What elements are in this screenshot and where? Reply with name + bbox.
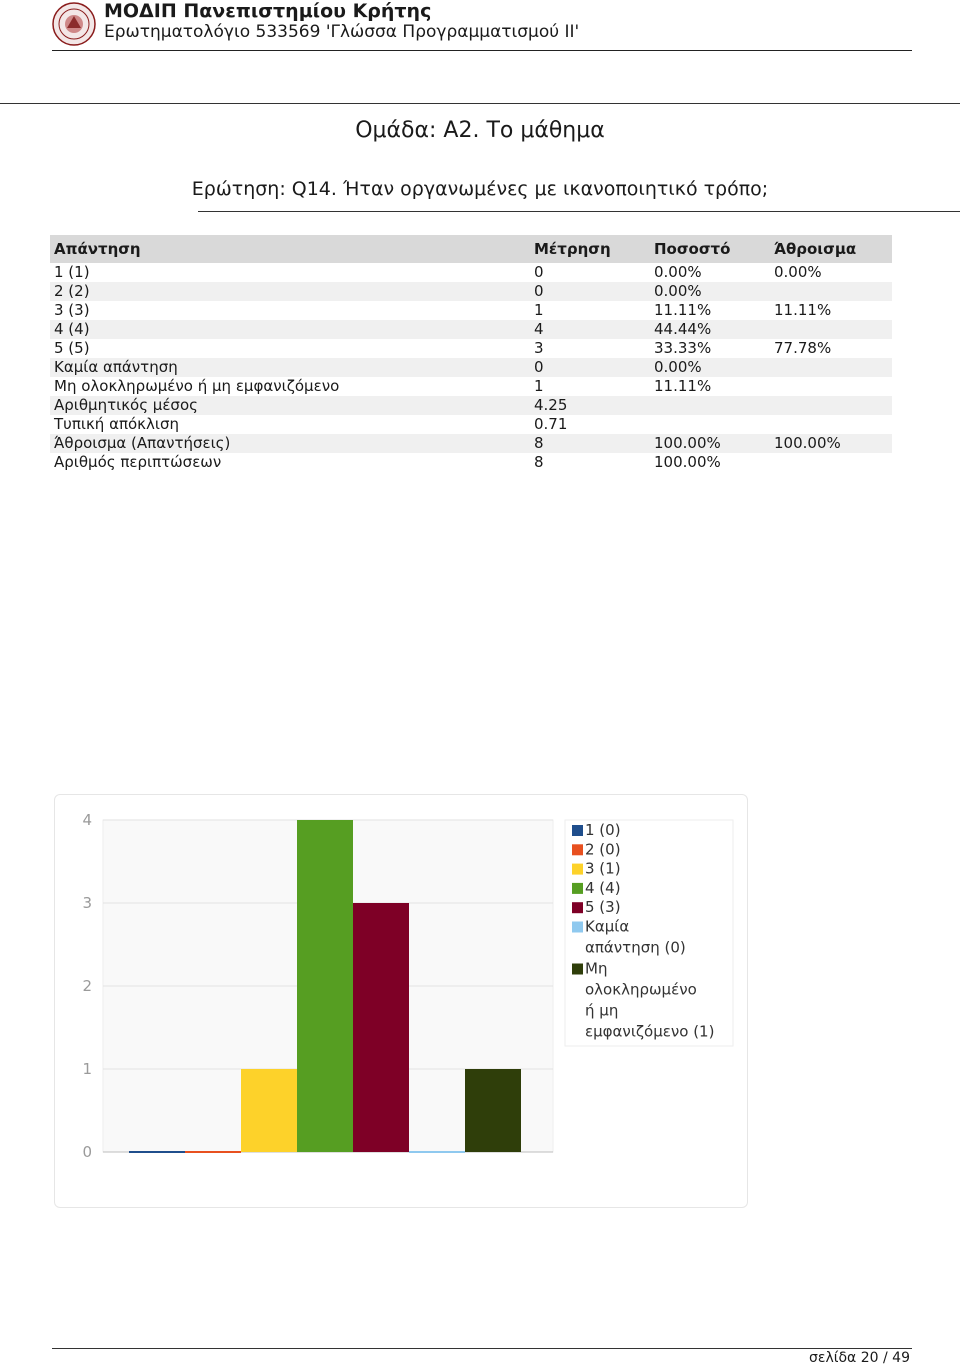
cell-count: 8 xyxy=(530,434,650,453)
table-row xyxy=(50,282,892,301)
y-tick-label: 1 xyxy=(82,1060,92,1078)
cell-percent: 0.00% xyxy=(654,263,702,281)
cell-answer: Μη ολοκληρωμένο ή μη εμφανιζόμενο xyxy=(54,377,340,395)
cell-answer: 1 (1) xyxy=(54,263,90,281)
legend-swatch xyxy=(572,864,583,875)
bar xyxy=(241,1069,297,1152)
header-title: ΜΟΔΙΠ Πανεπιστημίου Κρήτης xyxy=(104,0,432,22)
cell-count: 0 xyxy=(530,358,650,377)
cell-count: 4.25 xyxy=(530,396,650,415)
cell-count: 1 xyxy=(534,301,544,319)
page-separator: / xyxy=(883,1350,888,1366)
cell-answer: Αριθμός περιπτώσεων xyxy=(54,453,222,471)
legend-label: 4 (4) xyxy=(585,878,621,897)
cell-percent: 33.33% xyxy=(654,339,712,357)
column-header-answer: Απάντηση xyxy=(50,235,530,263)
header-subtitle: Ερωτηματολόγιο 533569 'Γλώσσα Προγραμματισμού ΙΙ' xyxy=(104,22,580,42)
table-header-row xyxy=(50,235,892,263)
table-row xyxy=(50,434,892,453)
bar xyxy=(465,1069,521,1152)
bar xyxy=(353,903,409,1152)
cell-sum: 77.78% xyxy=(774,339,832,357)
table-row xyxy=(50,301,892,320)
legend-swatch xyxy=(572,883,583,894)
legend-label: Καμία xyxy=(585,917,630,936)
cell-answer: 3 (3) xyxy=(54,301,90,319)
table-row xyxy=(50,263,892,282)
legend-label: εμφανιζόμενο (1) xyxy=(585,1022,715,1041)
cell-percent: 0.00% xyxy=(650,282,770,301)
cell-count: 4 xyxy=(530,320,650,339)
cell-sum xyxy=(770,377,892,396)
cell-sum xyxy=(770,453,892,472)
legend-label: 1 (0) xyxy=(585,821,621,839)
column-header-percent: Ποσοστό xyxy=(650,235,770,263)
cell-count: 1 xyxy=(534,377,544,395)
legend-swatch xyxy=(572,844,583,855)
legend-swatch xyxy=(572,825,583,836)
cell-count: 0 xyxy=(530,282,650,301)
column-header-count: Μέτρηση xyxy=(530,235,650,263)
cell-percent: 100.00% xyxy=(654,453,721,471)
legend-label: 2 (0) xyxy=(585,840,621,859)
question-title: Ερώτηση: Q14. Ήταν οργανωμένες με ικανοποιητικό τρόπο; xyxy=(191,178,769,200)
table-row xyxy=(50,377,892,396)
cell-sum xyxy=(770,320,892,339)
cell-sum: 11.11% xyxy=(774,301,832,319)
cell-sum xyxy=(770,358,892,377)
legend-label: απάντηση (0) xyxy=(585,938,686,957)
bar xyxy=(185,1151,241,1153)
cell-percent: 0.00% xyxy=(650,358,770,377)
bar xyxy=(129,1151,185,1153)
legend-label: 3 (1) xyxy=(585,859,621,878)
chart-panel xyxy=(54,794,748,1208)
bar xyxy=(297,820,353,1152)
y-tick-label: 0 xyxy=(82,1143,92,1161)
table-row xyxy=(50,396,892,415)
legend-swatch xyxy=(572,964,583,975)
legend-label: ή μη xyxy=(585,1001,619,1020)
y-tick-label: 4 xyxy=(82,811,92,829)
page-current: 20 xyxy=(860,1350,879,1366)
divider xyxy=(0,103,960,104)
results-table xyxy=(50,235,892,472)
legend-swatch xyxy=(572,902,583,913)
table-row xyxy=(50,415,892,434)
column-header-sum: Άθροισμα xyxy=(770,235,892,263)
page-label: σελίδα xyxy=(809,1350,857,1366)
legend-label: 5 (3) xyxy=(585,898,621,917)
bar-chart xyxy=(55,795,747,1207)
cell-sum xyxy=(770,282,892,301)
cell-answer: Καμία απάντηση xyxy=(50,358,530,377)
cell-answer: Αριθμητικός μέσος xyxy=(50,396,530,415)
cell-percent: 44.44% xyxy=(650,320,770,339)
footer-divider xyxy=(52,1348,912,1349)
table-row xyxy=(50,358,892,377)
cell-percent xyxy=(650,415,770,434)
cell-percent: 11.11% xyxy=(654,301,712,319)
table-row xyxy=(50,453,892,472)
page-footer xyxy=(809,1350,910,1366)
bar xyxy=(409,1151,465,1153)
cell-percent: 100.00% xyxy=(650,434,770,453)
cell-percent: 11.11% xyxy=(654,377,712,395)
table-row xyxy=(50,320,892,339)
university-seal-icon xyxy=(52,2,96,46)
table-body xyxy=(50,263,892,472)
cell-answer: Άθροισμα (Απαντήσεις) xyxy=(50,434,530,453)
cell-count: 0.71 xyxy=(534,415,568,433)
y-tick-label: 3 xyxy=(82,894,92,912)
cell-answer: 4 (4) xyxy=(50,320,530,339)
divider xyxy=(198,211,960,212)
cell-count: 3 xyxy=(534,339,544,357)
page-total: 49 xyxy=(892,1350,910,1366)
table-row xyxy=(50,339,892,358)
group-title: Ομάδα: A2. Το μάθημα xyxy=(355,118,605,143)
cell-answer: 5 (5) xyxy=(54,339,90,357)
y-tick-label: 2 xyxy=(82,977,92,995)
legend-label: Μη xyxy=(585,959,608,978)
cell-count: 0 xyxy=(534,263,544,281)
cell-sum xyxy=(770,396,892,415)
page-header xyxy=(52,0,912,51)
cell-answer: Τυπική απόκλιση xyxy=(54,415,179,433)
cell-sum xyxy=(770,415,892,434)
cell-count: 8 xyxy=(534,453,544,471)
cell-answer: 2 (2) xyxy=(50,282,530,301)
legend-label: ολοκληρωμένο xyxy=(585,980,697,999)
legend-swatch xyxy=(572,922,583,933)
cell-percent xyxy=(650,396,770,415)
cell-sum: 100.00% xyxy=(770,434,892,453)
cell-sum: 0.00% xyxy=(774,263,822,281)
